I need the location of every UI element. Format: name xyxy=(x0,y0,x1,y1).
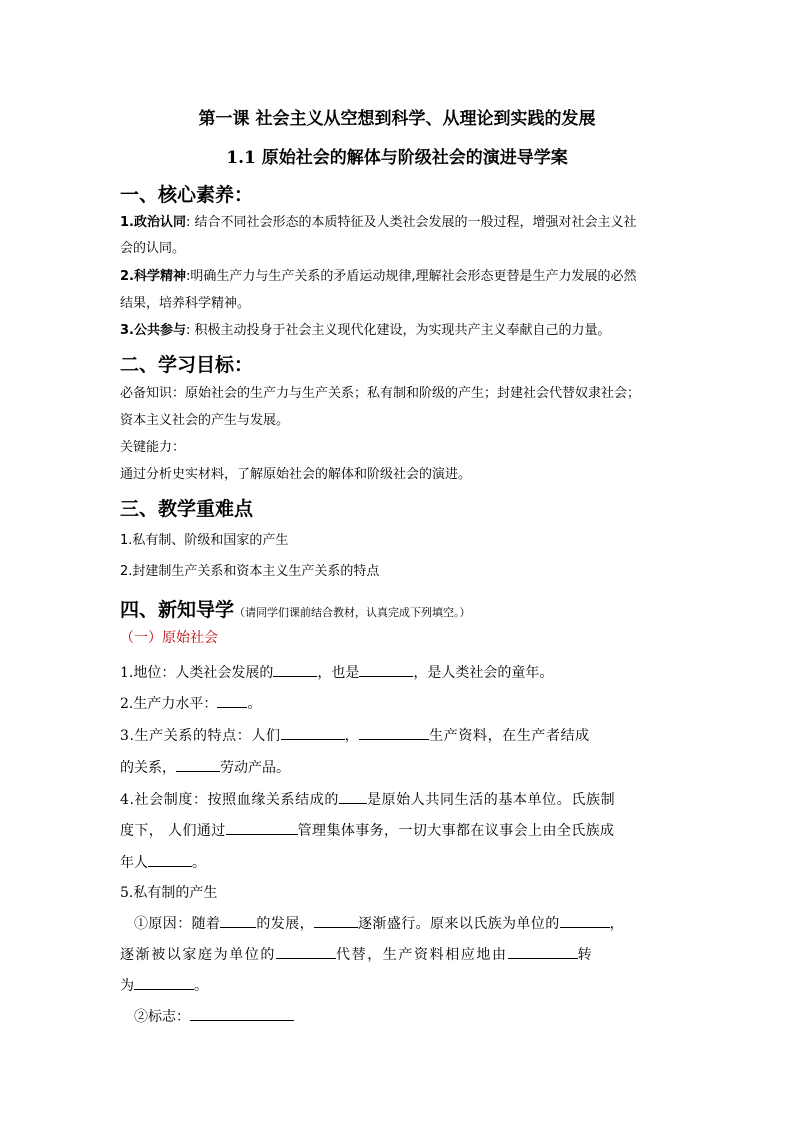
blank[interactable] xyxy=(276,957,336,959)
heading-learning-goals: 二、学习目标： xyxy=(120,354,254,376)
blank[interactable] xyxy=(217,706,247,708)
heading-new-knowledge xyxy=(120,595,471,622)
question-3-cont xyxy=(120,757,680,777)
q1-text-a: 1.地位：人类社会发展的 xyxy=(120,665,274,681)
blank[interactable] xyxy=(359,675,413,677)
literacy-item-1-cont: 会的认同。 xyxy=(120,241,186,256)
question-5-1-cont xyxy=(120,944,680,964)
new-knowledge-note: （请同学们课前结合教材，认真完成下列填空。） xyxy=(234,606,471,619)
literacy-item-2 xyxy=(120,270,680,284)
q3-text-c: 生产资料，在生产者结成 xyxy=(429,728,590,744)
literacy-label-2: 2.科学精神 xyxy=(120,269,186,284)
literacy-label-3: 3.公共参与 xyxy=(120,323,186,338)
lesson-title: 第一课 社会主义从空想到科学、从理论到实践的发展 xyxy=(198,109,596,129)
literacy-text-1: : 结合不同社会形态的本质特征及人类社会发展的一般过程，增强对社会主义社 xyxy=(185,215,637,230)
blank[interactable] xyxy=(560,926,610,928)
goals-line-3: 关键能力： xyxy=(120,440,186,455)
q3-text-b: ， xyxy=(344,728,360,744)
q4-text-e: 年人 xyxy=(120,855,148,871)
literacy-label-1: 1.政治认同 xyxy=(120,215,186,230)
goals-line-1: 必备知识：原始社会的生产力与生产关系；私有制和阶级的产生；封建社会代替奴隶社会； xyxy=(120,386,641,401)
q3-text-d: 的关系， xyxy=(120,760,176,776)
q1-text-c: ，是人类社会的童年。 xyxy=(413,665,554,681)
literacy-item-3 xyxy=(120,324,680,338)
question-3 xyxy=(120,725,680,745)
blank[interactable] xyxy=(134,988,194,990)
question-5-1 xyxy=(134,913,680,933)
blank[interactable] xyxy=(190,1019,294,1021)
blank[interactable] xyxy=(508,957,578,959)
q5-1-text-e: 逐渐被以家庭为单位的 xyxy=(120,947,276,963)
blank[interactable] xyxy=(359,738,429,740)
q5-1-text-b: 的发展， xyxy=(256,916,315,932)
q5-2-text-a: ②标志： xyxy=(134,1009,190,1025)
blank[interactable] xyxy=(176,770,220,772)
blank[interactable] xyxy=(148,865,192,867)
q2-text-a: 2.生产力水平： xyxy=(120,696,218,712)
blank[interactable] xyxy=(226,833,298,835)
literacy-item-1 xyxy=(120,216,680,230)
q2-text-b: 。 xyxy=(247,696,262,712)
heading-key-difficulties: 三、教学重难点 xyxy=(120,498,254,520)
blank[interactable] xyxy=(220,926,256,928)
literacy-text-2: :明确生产力与生产关系的矛盾运动规律,理解社会形态更替是生产力发展的必然 xyxy=(185,269,637,284)
q5-1-text-d: ， xyxy=(609,916,625,932)
q3-text-a: 3.生产关系的特点：人们 xyxy=(120,728,281,744)
q3-text-e: 劳动产品。 xyxy=(220,760,290,776)
goals-line-4: 通过分析史实材料，了解原始社会的解体和阶级社会的演进。 xyxy=(120,467,472,482)
question-4-cont2 xyxy=(120,852,680,872)
question-1 xyxy=(120,662,680,682)
q4-text-d: 管理集体事务，一切大事都在议事会上由全氏族成 xyxy=(297,823,615,839)
blank[interactable] xyxy=(273,675,317,677)
question-5: 5.私有制的产生 xyxy=(120,885,218,901)
literacy-text-3: : 积极主动投身于社会主义现代化建设，为实现共产主义奉献自己的力量。 xyxy=(185,323,611,338)
difficulty-item-1: 1.私有制、阶级和国家的产生 xyxy=(120,533,289,548)
q4-text-f: 。 xyxy=(192,855,206,871)
question-4-cont xyxy=(120,820,680,840)
q1-text-b: ，也是 xyxy=(317,665,360,681)
q4-text-b: 是原始人共同生活的基本单位。氏族制 xyxy=(366,792,616,808)
question-5-2 xyxy=(134,1006,680,1026)
literacy-item-2-cont: 结果，培养科学精神。 xyxy=(120,296,251,311)
q4-text-c: 度下， 人们通过 xyxy=(120,823,226,839)
subsection-primitive-society: （一）原始社会 xyxy=(120,630,218,646)
difficulty-item-2: 2.封建制生产关系和资本主义生产关系的特点 xyxy=(120,564,380,579)
q5-1-text-h: 为 xyxy=(120,978,134,994)
q5-1-text-g: 转 xyxy=(577,947,594,963)
blank[interactable] xyxy=(314,926,358,928)
question-5-1-cont2 xyxy=(120,975,680,995)
blank[interactable] xyxy=(281,738,345,740)
q5-1-text-c: 逐渐盛行。原来以氏族为单位的 xyxy=(358,916,560,932)
new-knowledge-title: 四、新知导学 xyxy=(120,599,235,621)
question-2 xyxy=(120,693,680,713)
blank[interactable] xyxy=(339,802,367,804)
q5-1-text-f: 代替，生产资料相应地由 xyxy=(336,947,508,963)
section-title: 1.1 原始社会的解体与阶级社会的演进导学案 xyxy=(226,148,568,168)
heading-core-literacy: 一、核心素养： xyxy=(120,184,254,206)
question-4 xyxy=(120,789,680,809)
q5-1-text-a: ①原因：随着 xyxy=(134,916,221,932)
q4-text-a: 4.社会制度：按照血缘关系结成的 xyxy=(120,792,339,808)
goals-line-2: 资本主义社会的产生与发展。 xyxy=(120,413,290,428)
q5-1-text-i: 。 xyxy=(194,978,208,994)
